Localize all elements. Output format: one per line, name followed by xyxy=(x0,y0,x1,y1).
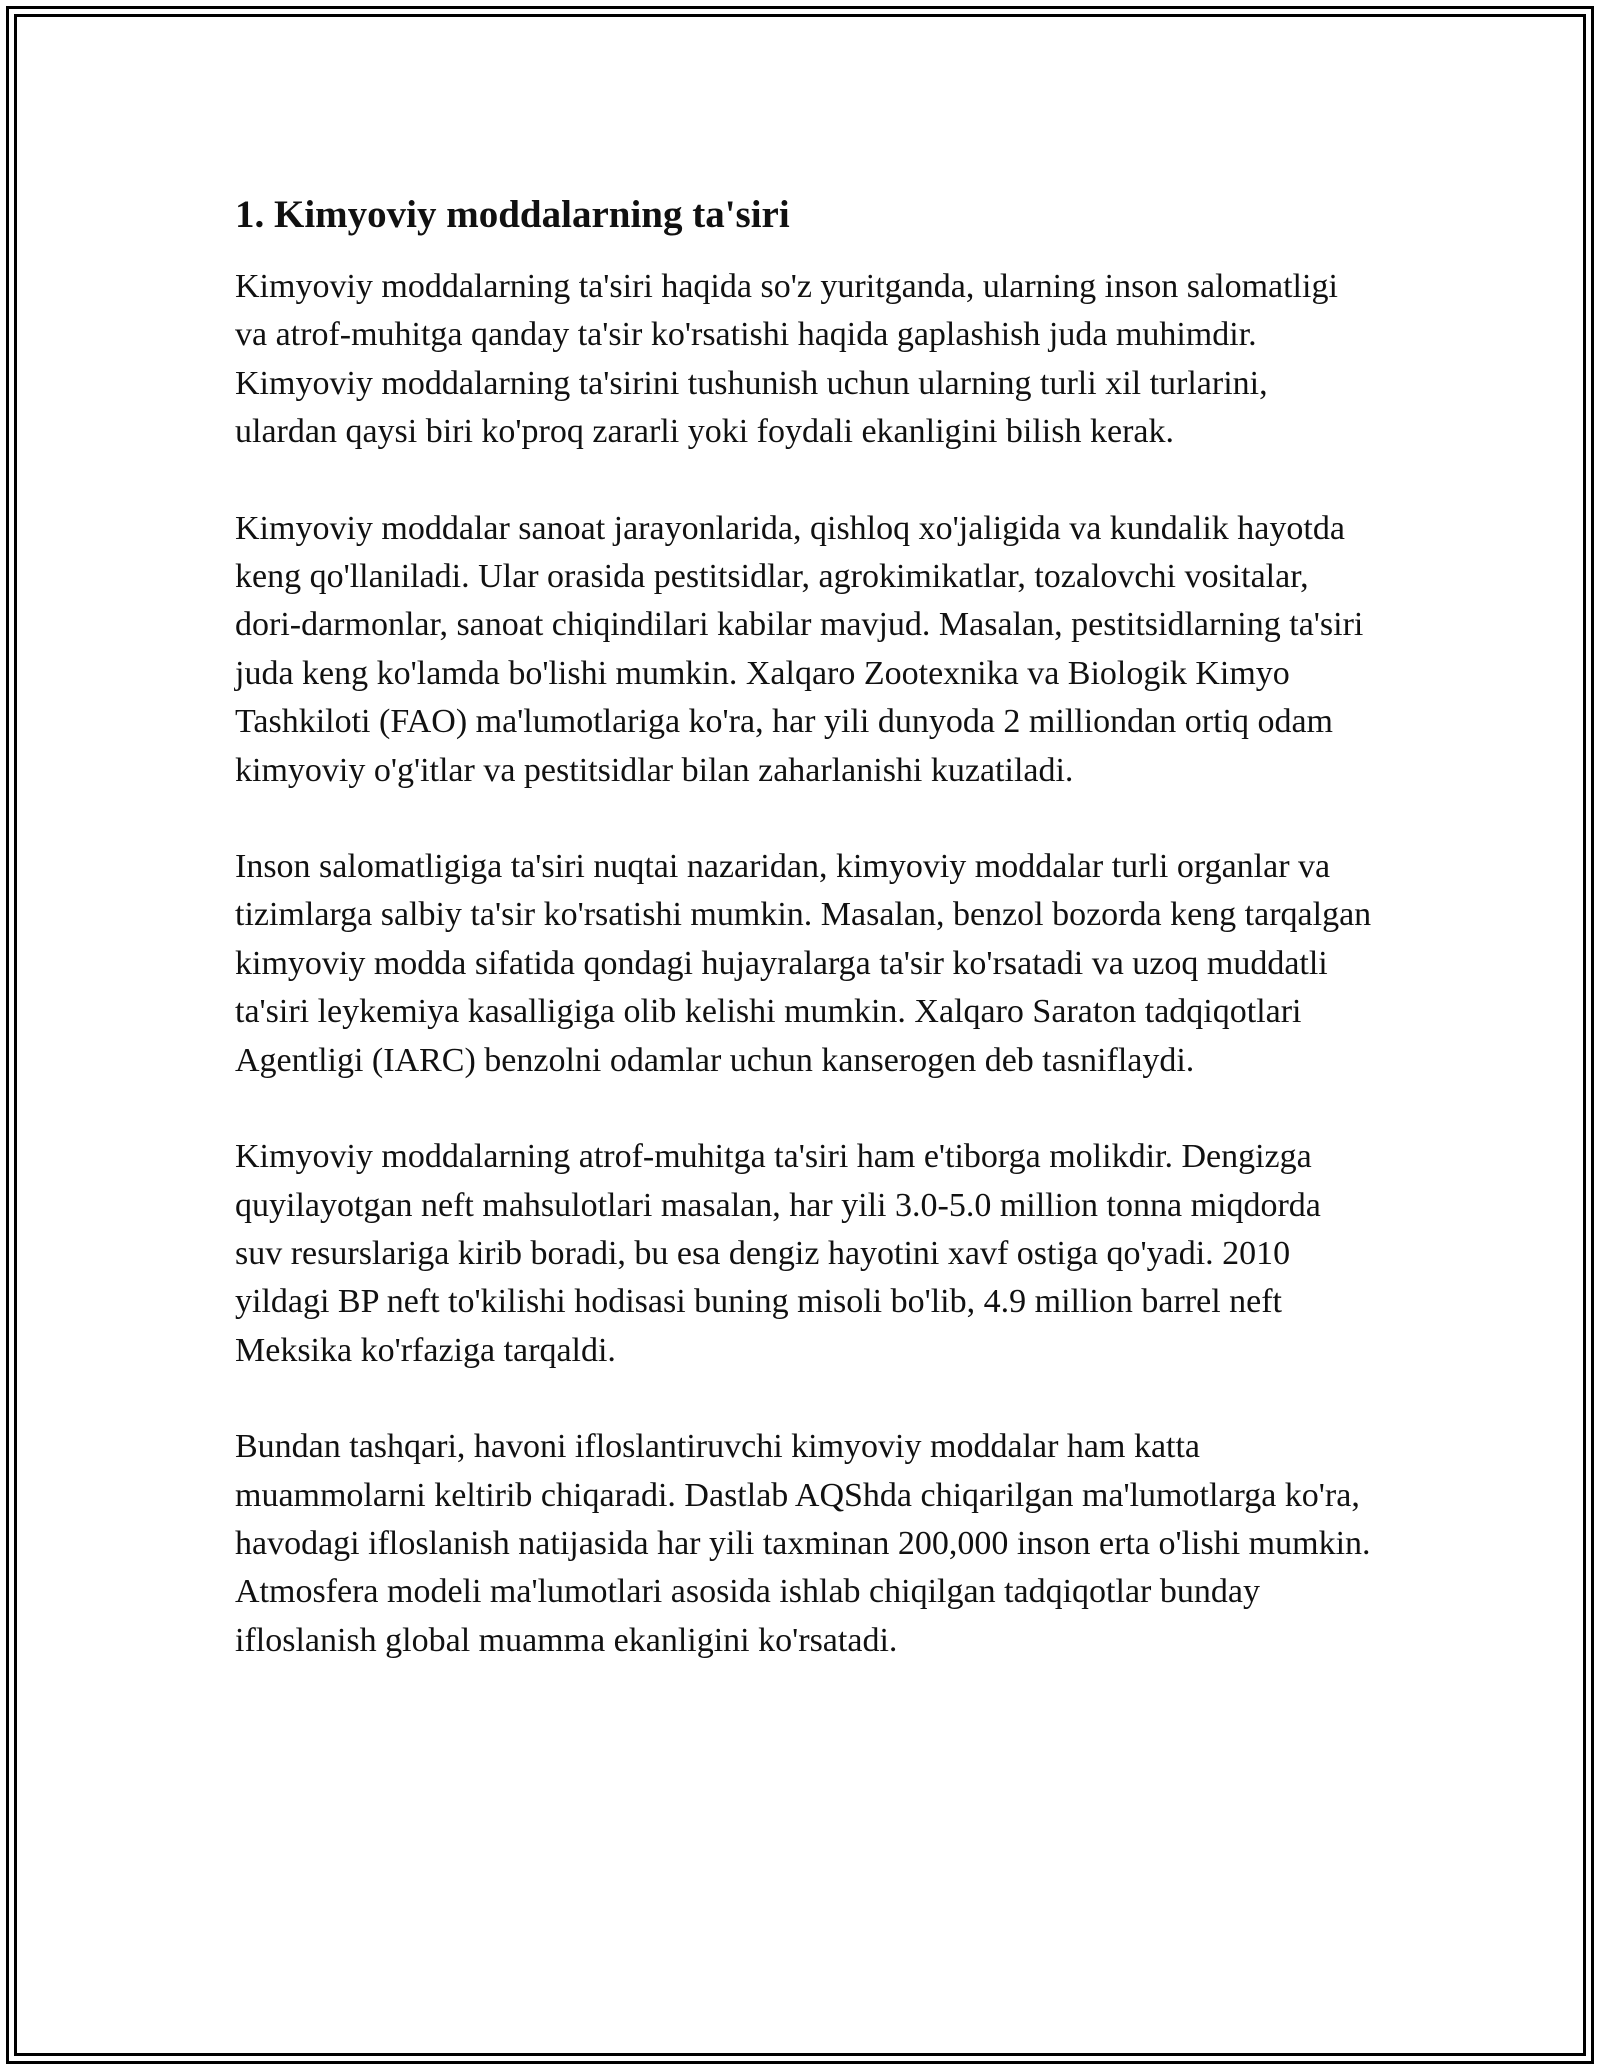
paragraph-2: Kimyoviy moddalar sanoat jarayonlarida, qishloq xo'jaligida va kundalik hayotda keng qo'llaniladi. Ular orasida pestitsidlar, agrokimikatlar, tozalovchi vositalar, dori-darmonlar, sanoat chiqindilari kabilar mavjud. Masalan, pestitsidlarning ta'siri juda keng ko'lamda bo'lishi mumkin. Xalqaro Zootexnika va Biologik Kimyo Tashkiloti (FAO) ma'lumotlariga ko'ra, har yili dunyoda 2 milliondan ortiq odam kimyoviy o'g'itlar va pestitsidlar bilan zaharlanishi kuzatiladi. xyxy=(235,509,1364,789)
paragraph-5: Bundan tashqari, havoni ifloslantiruvchi kimyoviy moddalar ham katta muammolarni keltirib chiqaradi. Dastlab AQShda chiqarilgan ma'lumotlarga ko'ra, havodagi ifloslanish natijasida har yili taxminan 200,000 inson erta o'lishi mumkin. Atmosfera modeli ma'lumotlari asosida ishlab chiqilgan tadqiqotlar bunday ifloslanish global muamma ekanligini ko'rsatadi. xyxy=(235,1428,1371,1659)
section-heading: 1. Kimyoviy moddalarning ta'siri xyxy=(235,193,790,236)
document-body xyxy=(235,180,1375,1713)
paragraph-4: Kimyoviy moddalarning atrof-muhitga ta'siri ham e'tiborga molikdir. Dengizga quyilayotgan neft mahsulotlari masalan, har yili 3.0-5.0 million tonna miqdorda suv resurslariga kirib boradi, bu esa dengiz hayotini xavf ostiga qo'yadi. 2010 yildagi BP neft to'kilishi hodisasi buning misoli bo'lib, 4.9 million barrel neft Meksika ko'rfaziga tarqaldi. xyxy=(235,1138,1321,1369)
paragraph-1: Kimyoviy moddalarning ta'siri haqida so'z yuritganda, ularning inson salomatligi va atrof-muhitga qanday ta'sir ko'rsatishi haqida gaplashish juda muhimdir. Kimyoviy moddalarning ta'sirini tushunish uchun ularning turli xil turlarini, ulardan qaysi biri ko'proq zararli yoki foydali ekanligini bilish kerak. xyxy=(235,268,1338,451)
paragraph-3: Inson salomatligiga ta'siri nuqtai nazaridan, kimyoviy moddalar turli organlar va tizimlarga salbiy ta'sir ko'rsatishi mumkin. Masalan, benzol bozorda keng tarqalgan kimyoviy modda sifatida qondagi hujayralarga ta'sir ko'rsatadi va uzoq muddatli ta'siri leykemiya kasalligiga olib kelishi mumkin. Xalqaro Saraton tadqiqotlari Agentligi (IARC) benzolni odamlar uchun kanserogen deb tasniflaydi. xyxy=(235,848,1372,1079)
